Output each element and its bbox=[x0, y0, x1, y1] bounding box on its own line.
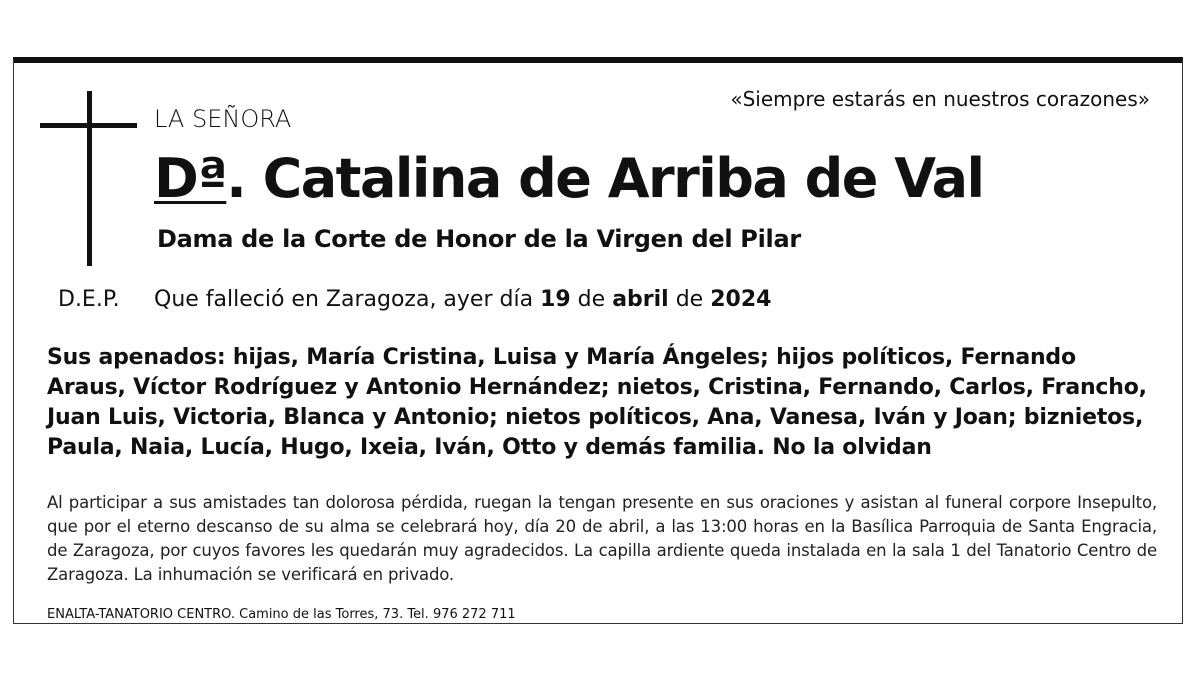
cross-horizontal-bar bbox=[40, 123, 137, 128]
death-year: 2024 bbox=[710, 287, 772, 312]
notice-motto: «Siempre estarás en nuestros corazones» bbox=[730, 87, 1150, 111]
name-prefix: Dª bbox=[154, 147, 227, 210]
death-line bbox=[154, 287, 771, 312]
notice-label: LA SEÑORA bbox=[154, 105, 292, 133]
funeral-paragraph: Al participar a sus amistades tan dolorosa pérdida, ruegan la tengan presente en sus oraciones y asistan al funeral corpore Insepulto, que por el eterno descanso de su alma se celebrará hoy, día 20 de abril, a las 13:00 horas en la Basílica Parroquia de Santa Engracia, de Zaragoza, por cuyos favores les quedarán muy agradecidos. La capilla ardiente queda instalada en la sala 1 del Tanatorio Centro de Zaragoza. La inhumación se verificará en privado. bbox=[47, 493, 1157, 584]
honor-title: Dama de la Corte de Honor de la Virgen del Pilar bbox=[157, 225, 801, 253]
death-month: abril bbox=[612, 287, 669, 312]
funeral-home-footer: ENALTA-TANATORIO CENTRO. Camino de las Torres, 73. Tel. 976 272 711 bbox=[47, 607, 516, 622]
mourners-paragraph: Sus apenados: hijas, María Cristina, Luisa y María Ángeles; hijos políticos, Fernando Araus, Víctor Rodríguez y Antonio Hernández; nietos, Cristina, Fernando, Carlos, Francho, Juan Luis, Victoria, Blanca y Antonio; nietos políticos, Ana, Vanesa, Iván y Joan; biznietos, Paula, Naia, Lucía, Hugo, Ixeia, Iván, Otto y demás familia. No la olvidan bbox=[47, 345, 1147, 460]
dep-label: D.E.P. bbox=[58, 287, 120, 312]
obituary-notice bbox=[13, 57, 1183, 624]
deceased-name bbox=[154, 147, 984, 210]
death-intro: Que falleció en Zaragoza, ayer día bbox=[154, 287, 541, 312]
death-mid: de bbox=[570, 287, 613, 312]
cross-vertical-bar bbox=[87, 91, 92, 266]
death-day: 19 bbox=[540, 287, 571, 312]
death-mid2: de bbox=[668, 287, 711, 312]
name-rest: . Catalina de Arriba de Val bbox=[226, 147, 984, 210]
